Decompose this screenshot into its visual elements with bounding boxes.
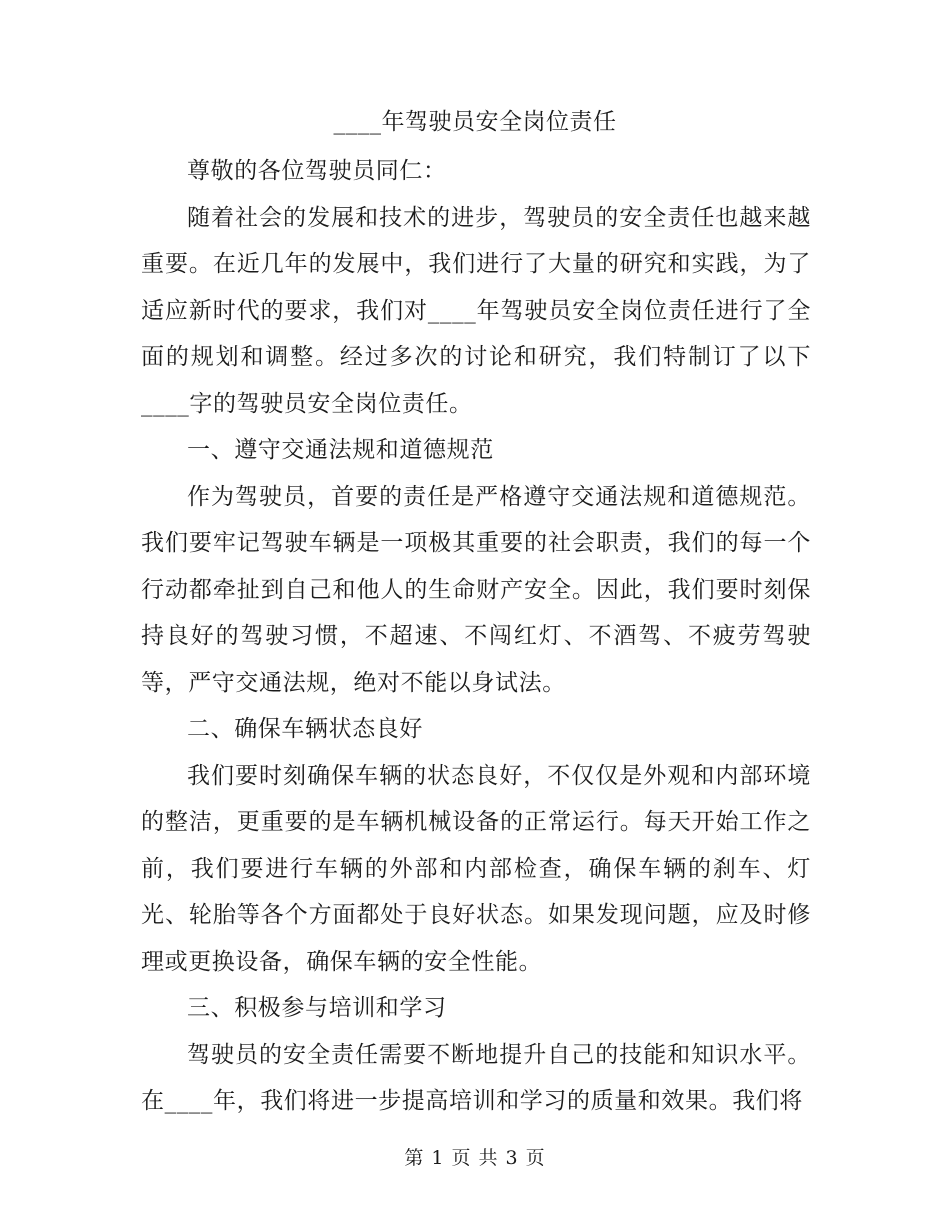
salutation: 尊敬的各位驾驶员同仁： [187, 158, 447, 184]
section-paragraph-3: 驾驶员的安全责任需要不断地提升自己的技能和知识水平。在____年，我们将进一步提高培训和学习的质量和效果。我们将 [141, 1041, 811, 1114]
page-footer: 第 1 页 共 3 页 [404, 1147, 546, 1169]
intro-paragraph: 随着社会的发展和技术的进步，驾驶员的安全责任也越来越重要。在近几年的发展中，我们进行了大量的研究和实践，为了适应新时代的要求，我们对____年驾驶员安全岗位责任进行了全面的规划和调整。经过多次的讨论和研究，我们特制订了以下____字的驾驶员安全岗位责任。 [141, 204, 811, 417]
document-title: ____年驾驶员安全岗位责任 [333, 109, 617, 135]
section-heading-2: 二、确保车辆状态良好 [187, 716, 423, 742]
document-body [141, 148, 811, 1125]
section-paragraph-2: 我们要时刻确保车辆的状态良好，不仅仅是外观和内部环境的整洁，更重要的是车辆机械设备的正常运行。每天开始工作之前，我们要进行车辆的外部和内部检查，确保车辆的刹车、灯光、轮胎等各个方面都处于良好状态。如果发现问题，应及时修理或更换设备，确保车辆的安全性能。 [141, 762, 811, 975]
section-heading-1: 一、遵守交通法规和道德规范 [187, 437, 494, 463]
section-paragraph-1: 作为驾驶员，首要的责任是严格遵守交通法规和道德规范。我们要牢记驾驶车辆是一项极其重要的社会职责，我们的每一个行动都牵扯到自己和他人的生命财产安全。因此，我们要时刻保持良好的驾驶习惯，不超速、不闯红灯、不酒驾、不疲劳驾驶等，严守交通法规，绝对不能以身试法。 [141, 483, 811, 696]
section-heading-3: 三、积极参与培训和学习 [187, 995, 447, 1021]
